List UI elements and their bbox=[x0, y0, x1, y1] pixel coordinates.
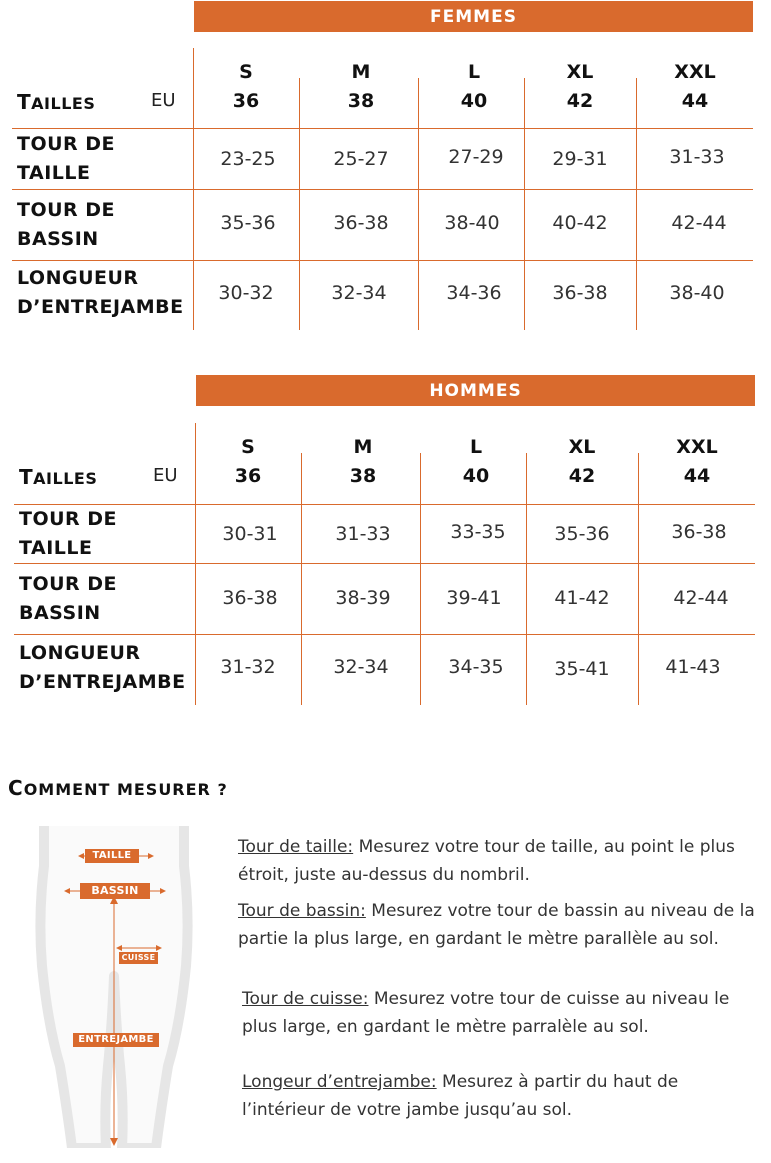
table-cell: 36-38 bbox=[552, 282, 608, 304]
table-cell: 35-41 bbox=[554, 658, 610, 680]
taille-tag: TAILLE bbox=[85, 849, 139, 863]
table-cell: 27-29 bbox=[448, 146, 504, 168]
table-cell: 36-38 bbox=[333, 212, 389, 234]
table-cell: 31-33 bbox=[669, 146, 725, 168]
table-cell: 42-44 bbox=[671, 212, 727, 234]
divider bbox=[12, 260, 753, 261]
femmes-sizes-label: TAILLES bbox=[17, 90, 96, 114]
femmes-col-xl: XL 42 bbox=[566, 61, 594, 112]
hommes-title: HOMMES bbox=[429, 380, 522, 401]
hommes-banner bbox=[196, 375, 755, 406]
table-cell: 30-32 bbox=[218, 282, 274, 304]
hommes-col-xl: XL 42 bbox=[568, 436, 596, 487]
table-cell: 42-44 bbox=[673, 587, 729, 609]
hommes-row-bassin-label: TOUR DE BASSIN bbox=[19, 573, 118, 624]
table-cell: 35-36 bbox=[220, 212, 276, 234]
table-cell: 41-42 bbox=[554, 587, 610, 609]
instruction-taille: Tour de taille: Mesurez votre tour de taille, au point le plus étroit, juste au-dessus du nombril. bbox=[238, 837, 735, 885]
hommes-col-m: M 38 bbox=[349, 436, 377, 487]
table-cell: 31-32 bbox=[220, 656, 276, 678]
hommes-col-s: S 36 bbox=[234, 436, 262, 487]
hommes-col-xxl: XXL 44 bbox=[676, 436, 718, 487]
table-cell: 35-36 bbox=[554, 523, 610, 545]
hommes-sizes-label: TAILLES bbox=[19, 465, 98, 489]
femmes-row-bassin-label: TOUR DE BASSIN bbox=[17, 199, 116, 250]
entrejambe-tag: ENTREJAMBE bbox=[73, 1033, 159, 1047]
table-cell: 23-25 bbox=[220, 148, 276, 170]
table-cell: 38-40 bbox=[444, 212, 500, 234]
femmes-col-m: M 38 bbox=[347, 61, 375, 112]
divider bbox=[14, 504, 755, 505]
divider bbox=[636, 78, 637, 330]
table-cell: 38-39 bbox=[335, 587, 391, 609]
table-cell: 25-27 bbox=[333, 148, 389, 170]
table-cell: 34-35 bbox=[448, 656, 504, 678]
femmes-eu-label: EU bbox=[151, 90, 176, 111]
divider bbox=[14, 563, 755, 564]
instruction-cuisse: Tour de cuisse: Mesurez votre tour de cuisse au niveau le plus large, en gardant le mètre parralèle au sol. bbox=[242, 989, 730, 1037]
femmes-col-s: S 36 bbox=[232, 61, 260, 112]
bassin-tag: BASSIN bbox=[80, 883, 150, 899]
instruction-entrejambe: Longeur d’entrejambe: Mesurez à partir du haut de l’intérieur de votre jambe jusqu’au sol. bbox=[242, 1072, 679, 1120]
femmes-banner bbox=[194, 1, 753, 32]
table-cell: 36-38 bbox=[222, 587, 278, 609]
table-cell: 41-43 bbox=[665, 656, 721, 678]
table-cell: 34-36 bbox=[446, 282, 502, 304]
table-cell: 33-35 bbox=[450, 521, 506, 543]
femmes-col-l: L 40 bbox=[460, 61, 488, 112]
table-cell: 32-34 bbox=[333, 656, 389, 678]
table-cell: 38-40 bbox=[669, 282, 725, 304]
divider bbox=[12, 128, 753, 129]
divider bbox=[14, 634, 755, 635]
table-cell: 29-31 bbox=[552, 148, 608, 170]
hommes-eu-label: EU bbox=[153, 465, 178, 486]
table-cell: 36-38 bbox=[671, 521, 727, 543]
hommes-row-entrejambe-label: LONGUEUR D’ENTREJAMBE bbox=[19, 642, 186, 693]
table-cell: 40-42 bbox=[552, 212, 608, 234]
femmes-col-xxl: XXL 44 bbox=[674, 61, 716, 112]
divider bbox=[12, 189, 753, 190]
table-cell: 32-34 bbox=[331, 282, 387, 304]
femmes-row-taille-label: TOUR DE TAILLE bbox=[17, 133, 116, 184]
hommes-col-l: L 40 bbox=[462, 436, 490, 487]
table-cell: 30-31 bbox=[222, 523, 278, 545]
femmes-row-entrejambe-label: LONGUEUR D’ENTREJAMBE bbox=[17, 267, 184, 318]
cuisse-tag: CUISSE bbox=[119, 952, 158, 964]
table-cell: 39-41 bbox=[446, 587, 502, 609]
instruction-bassin: Tour de bassin: Mesurez votre tour de bassin au niveau de la partie la plus large, en gardant le mètre parallèle au sol. bbox=[238, 901, 755, 949]
femmes-title: FEMMES bbox=[430, 6, 517, 27]
body-silhouette-figure bbox=[30, 826, 200, 1148]
howto-title: COMMENT MESURER ? bbox=[8, 776, 228, 800]
table-cell: 31-33 bbox=[335, 523, 391, 545]
hommes-row-taille-label: TOUR DE TAILLE bbox=[19, 508, 118, 559]
